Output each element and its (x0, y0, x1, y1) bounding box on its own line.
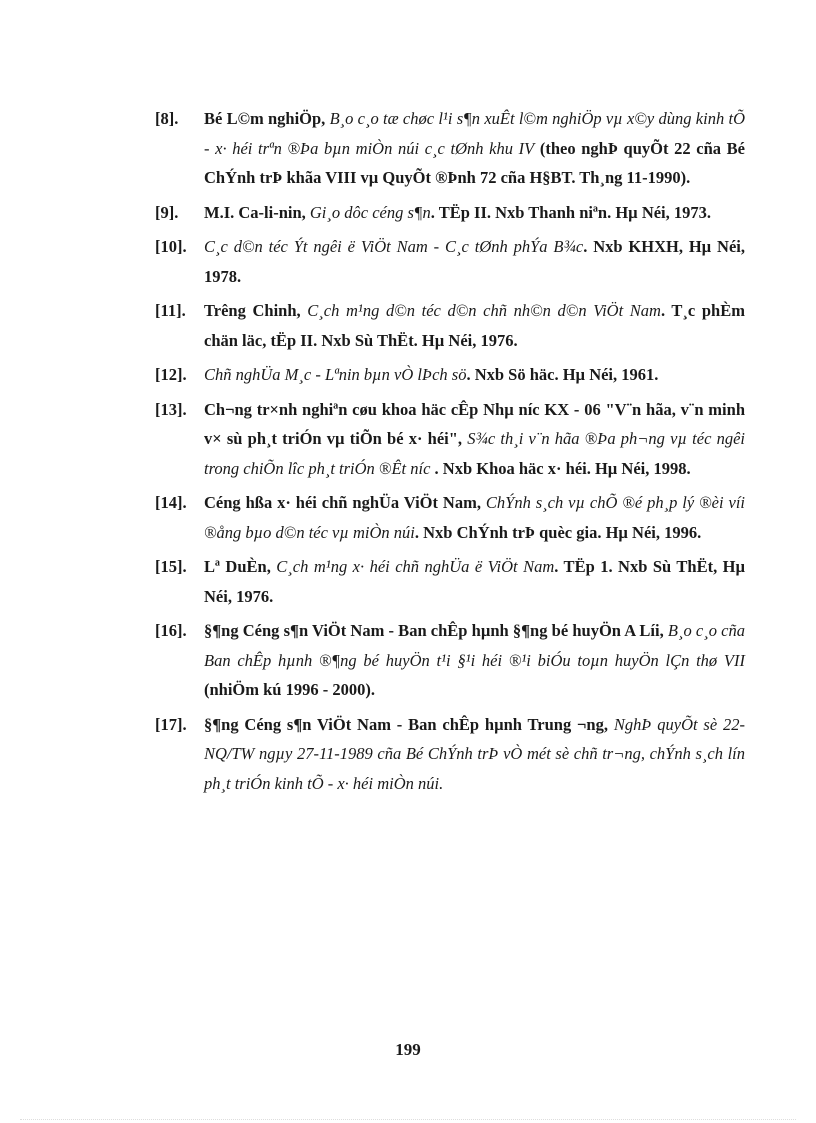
reference-text-segment: Céng hßa x· héi chñ nghÜa ViÖt Nam, (204, 493, 486, 512)
reference-number: [11]. (155, 301, 186, 320)
reference-title-italic: S¾c th¸i v¨n hãa ®Þa ph¬ng vµ téc ngêi trong chiÕn lîc ph¸t triÓn ®Êt níc (204, 429, 745, 478)
reference-text (204, 488, 745, 547)
reference-text (204, 616, 745, 705)
reference-item (155, 616, 745, 705)
reference-number: [10]. (155, 237, 187, 256)
reference-text-segment: §¶ng Céng s¶n ViÖt Nam - Ban chÊp hµnh Trung ¬ng, (204, 714, 614, 734)
reference-text (204, 198, 745, 228)
reference-text-segment: Trêng Chinh, (204, 301, 308, 320)
reference-text (204, 104, 745, 193)
reference-item (155, 488, 745, 547)
reference-item (155, 360, 745, 390)
reference-item (155, 104, 745, 193)
reference-title-italic: B¸o c¸o tæ chøc l¹i s¶n xuÊt l©m nghiÖp vµ x©y dùng kinh tÕ - x· héi trªn ®Þa bµn miÒn núi c¸c tØnh khu IV (204, 109, 745, 158)
reference-text-segment: . Nxb Sö häc. Hµ Néi, 1961. (466, 365, 659, 384)
reference-text-segment: M.I. Ca-li-nin, (204, 202, 310, 222)
reference-number: [15]. (155, 557, 187, 576)
reference-text-segment: . TËp 1. Nxb Sù ThËt, Hµ Néi, 1976. (204, 557, 746, 606)
reference-number: [12]. (155, 365, 187, 384)
reference-item (155, 710, 745, 799)
reference-title-italic: C¸c d©n téc Ýt ngêi ë ViÖt Nam - C¸c tØnh phÝa B¾c (204, 237, 584, 256)
reference-text-segment: (theo nghÞ quyÕt 22 cña Bé ChÝnh trÞ khãa VIII vµ QuyÕt ®Þnh 72 cña H§BT. Th¸ng 11-1990). (204, 138, 745, 187)
reference-text-segment: . TËp II. Nxb Thanh niªn. Hµ Néi, 1973. (430, 202, 712, 222)
reference-text-segment: . Nxb KHXH, Hµ Néi, 1978. (204, 237, 745, 286)
reference-list (155, 104, 745, 803)
reference-title-italic: Gi¸o dôc céng s¶n (309, 202, 431, 222)
reference-number: [16]. (155, 621, 187, 640)
page-number: 199 (395, 1040, 421, 1059)
reference-number: [9]. (155, 202, 179, 222)
reference-item (155, 552, 745, 611)
reference-text-segment: Ch¬ng tr×nh nghiªn cøu khoa häc cÊp Nhµ níc KX - 06 "V¨n hãa, v¨n minh v× sù ph¸t triÓn vµ tiÕn bé x· héi", (204, 399, 745, 448)
reference-number: [14]. (155, 493, 187, 512)
reference-item (155, 296, 745, 355)
reference-text-segment: Lª DuÈn, (204, 557, 277, 576)
reference-title-italic: NghÞ quyÕt sè 22-NQ/TW ngµy 27-11-1989 cña Bé ChÝnh trÞ vÒ mét sè chñ tr¬ng, chÝnh s¸ch lín ph¸t triÓn kinh tÕ - x· héi miÒn núi. (204, 714, 745, 793)
reference-text (204, 296, 745, 355)
reference-item (155, 232, 745, 291)
reference-text (204, 360, 745, 390)
reference-text (204, 710, 745, 799)
reference-item (155, 198, 745, 228)
reference-text (204, 395, 745, 484)
page-bottom-divider (20, 1119, 796, 1120)
reference-title-italic: ChÝnh s¸ch vµ chÕ ®é ph¸p lý ®èi víi ®ång bµo d©n téc vµ miÒn núi (204, 493, 745, 542)
reference-title-italic: Chñ nghÜa M¸c - Lªnin bµn vÒ lÞch sö (204, 365, 467, 384)
reference-text-segment: §¶ng Céng s¶n ViÖt Nam - Ban chÊp hµnh §¶ng bé huyÖn A Líi, (204, 621, 668, 640)
reference-number: [17]. (155, 714, 187, 734)
reference-text-segment: . Nxb ChÝnh trÞ quèc gia. Hµ Néi, 1996. (414, 522, 702, 542)
reference-text-segment: . T¸c phÈm chän läc, tËp II. Nxb Sù ThËt. Hµ Néi, 1976. (204, 301, 745, 350)
reference-number: [13]. (155, 399, 187, 419)
reference-title-italic: B¸o c¸o cña Ban chÊp hµnh ®¶ng bé huyÖn t¹i §¹i héi ®¹i biÓu toµn huyÖn lÇn thø VII (204, 621, 745, 670)
reference-title-italic: C¸ch m¹ng x· héi chñ nghÜa ë ViÖt Nam (276, 557, 555, 576)
reference-text-segment: (nhiÖm kú 1996 - 2000). (204, 680, 375, 699)
reference-text-segment: Bé L©m nghiÖp, (204, 109, 330, 128)
reference-title-italic: C¸ch m¹ng d©n téc d©n chñ nh©n d©n ViÖt Nam (307, 301, 661, 320)
reference-number: [8]. (155, 109, 179, 128)
reference-text-segment: . Nxb Khoa häc x· héi. Hµ Néi, 1998. (434, 458, 691, 478)
reference-text (204, 232, 745, 291)
reference-item (155, 395, 745, 484)
reference-text (204, 552, 745, 611)
